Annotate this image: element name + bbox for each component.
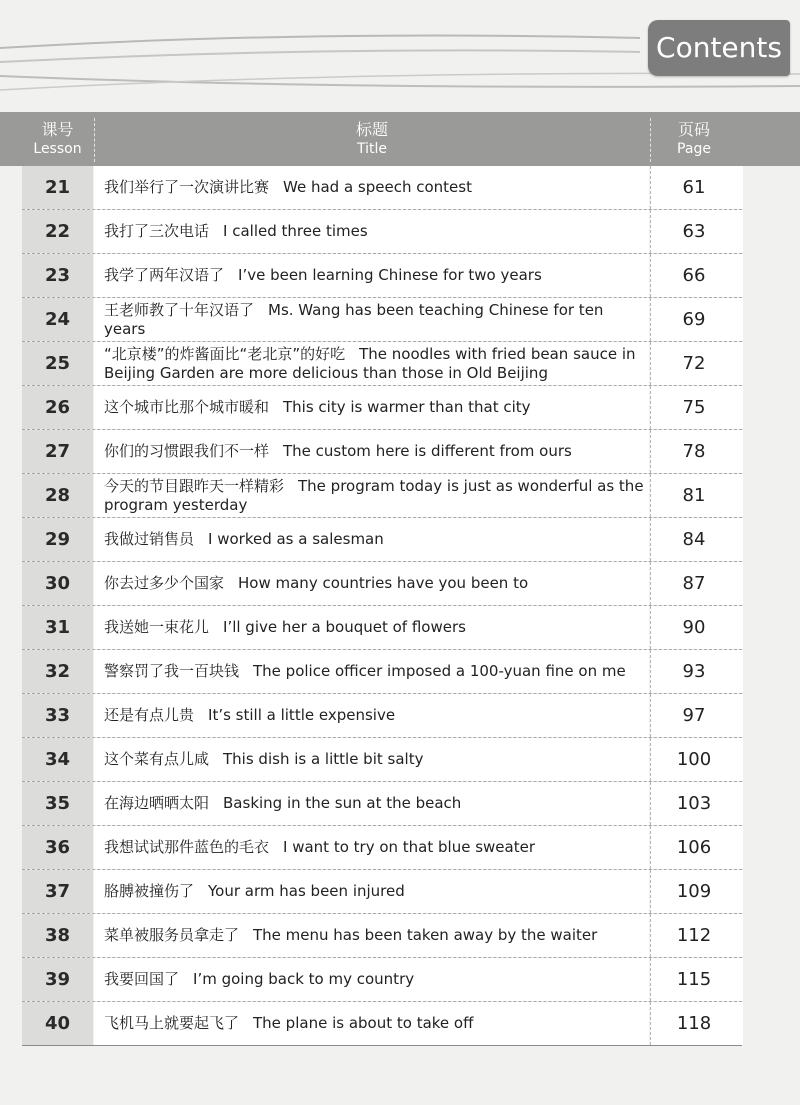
lesson-title [104, 254, 649, 297]
contents-tab: Contents [648, 20, 790, 76]
lesson-title [104, 782, 649, 825]
lesson-title-en: The police officer imposed a 100-yuan fine on me [253, 662, 626, 680]
lesson-title-zh: 我做过销售员 [104, 530, 195, 548]
page-number: 103 [676, 793, 712, 814]
lesson-title-en: How many countries have you been to [238, 574, 529, 592]
page-number: 63 [682, 221, 706, 242]
table-row [22, 914, 742, 958]
lesson-number: 32 [44, 661, 71, 682]
lesson-title-en: I worked as a salesman [208, 530, 384, 548]
lesson-title-en: The noodles with fried bean sauce in Beijing Garden are more delicious than those in Old Beijing [104, 344, 636, 382]
page-number: 109 [676, 881, 712, 902]
table-row [22, 826, 742, 870]
table-row [22, 650, 742, 694]
page-number: 81 [682, 485, 706, 506]
table-row [22, 694, 742, 738]
lesson-number: 40 [44, 1013, 71, 1034]
lesson-title-en: Your arm has been injured [208, 882, 405, 900]
page-header-zh: 页码 [677, 120, 710, 139]
lesson-number: 38 [44, 925, 71, 946]
lesson-title-en: I want to try on that blue sweater [283, 838, 535, 856]
contents-table [22, 166, 742, 1046]
lesson-title-zh: 还是有点儿贵 [104, 706, 195, 724]
page-number: 75 [682, 397, 706, 418]
table-row [22, 166, 742, 210]
page-number: 61 [682, 177, 706, 198]
lesson-number: 21 [44, 177, 71, 198]
title-header-en: Title [356, 141, 387, 157]
table-row [22, 342, 742, 386]
lesson-title [104, 518, 649, 561]
lesson-number: 28 [44, 485, 71, 506]
lesson-title-en: I’m going back to my country [193, 970, 415, 988]
page-number: 112 [676, 925, 712, 946]
page-header-en: Page [677, 141, 711, 157]
page-number: 66 [682, 265, 706, 286]
lesson-header-en: Lesson [33, 141, 82, 157]
lesson-title [104, 342, 649, 385]
lesson-title-zh: 我想试试那件蓝色的毛衣 [104, 838, 270, 856]
lesson-title [104, 386, 649, 429]
lesson-number: 30 [44, 573, 71, 594]
lesson-number: 37 [44, 881, 71, 902]
page-number: 69 [682, 309, 706, 330]
lesson-number: 39 [44, 969, 71, 990]
lesson-title-en: I’ve been learning Chinese for two years [238, 266, 542, 284]
lesson-number: 29 [44, 529, 71, 550]
page-number: 97 [682, 705, 706, 726]
lesson-number: 27 [44, 441, 71, 462]
page-number: 93 [682, 661, 706, 682]
table-row [22, 298, 742, 342]
table-row [22, 474, 742, 518]
page-number: 87 [682, 573, 706, 594]
lesson-title-zh: 这个城市比那个城市暖和 [104, 398, 270, 416]
table-row [22, 606, 742, 650]
lesson-title-en: This city is warmer than that city [283, 398, 531, 416]
lesson-title-zh: 我学了两年汉语了 [104, 266, 225, 284]
page-number: 106 [676, 837, 712, 858]
lesson-header-zh: 课号 [41, 120, 74, 139]
lesson-number: 31 [44, 617, 71, 638]
lesson-title [104, 958, 649, 1001]
table-row [22, 870, 742, 914]
table-row [22, 518, 742, 562]
lesson-title [104, 826, 649, 869]
lesson-title-zh: 飞机马上就要起飞了 [104, 1014, 240, 1032]
table-row [22, 782, 742, 826]
lesson-title-en: I called three times [223, 222, 368, 240]
lesson-title-zh: 你去过多少个国家 [104, 574, 225, 592]
table-row [22, 210, 742, 254]
lesson-title [104, 606, 649, 649]
lesson-title-zh: 菜单被服务员拿走了 [104, 926, 240, 944]
lesson-number: 22 [44, 221, 71, 242]
lesson-title [104, 914, 649, 957]
lesson-title [104, 870, 649, 913]
lesson-number: 25 [44, 353, 71, 374]
lesson-number: 26 [44, 397, 71, 418]
table-row [22, 958, 742, 1002]
lesson-title-en: Ms. Wang has been teaching Chinese for ten years [104, 300, 604, 338]
title-column-header [94, 112, 650, 166]
lesson-title-zh: 你们的习惯跟我们不一样 [104, 442, 270, 460]
lesson-title-zh: 我送她一束花儿 [104, 618, 210, 636]
page-number: 118 [676, 1013, 712, 1034]
lesson-title-en: Basking in the sun at the beach [223, 794, 462, 812]
lesson-title-zh: 警察罚了我一百块钱 [104, 662, 240, 680]
lesson-title [104, 650, 649, 693]
lesson-number: 36 [44, 837, 71, 858]
lesson-title-en: I’ll give her a bouquet of flowers [223, 618, 466, 636]
lesson-title [104, 166, 649, 209]
lesson-title [104, 562, 649, 605]
page-number: 72 [682, 353, 706, 374]
lesson-title-en: This dish is a little bit salty [223, 750, 424, 768]
lesson-title-zh: 我打了三次电话 [104, 222, 210, 240]
lesson-title-zh: 胳膊被撞伤了 [104, 882, 195, 900]
table-row [22, 562, 742, 606]
lesson-title [104, 1002, 649, 1045]
lesson-title-zh: 今天的节目跟昨天一样精彩 [104, 476, 285, 495]
lesson-title-zh: 这个菜有点儿咸 [104, 750, 210, 768]
lesson-title-en: The menu has been taken away by the waiter [253, 926, 598, 944]
page-number: 90 [682, 617, 706, 638]
table-header [0, 112, 800, 166]
table-row [22, 738, 742, 782]
lesson-number: 23 [44, 265, 71, 286]
lesson-title-en: The program today is just as wonderful as the program yesterday [104, 476, 644, 514]
title-header-zh: 标题 [355, 120, 388, 139]
page-number: 100 [676, 749, 712, 770]
table-row [22, 254, 742, 298]
lesson-title-en: The plane is about to take off [253, 1014, 474, 1032]
lesson-title [104, 694, 649, 737]
lesson-title [104, 430, 649, 473]
lesson-number: 33 [44, 705, 71, 726]
lesson-title-en: The custom here is different from ours [283, 442, 572, 460]
lesson-title-zh: 我们举行了一次演讲比赛 [104, 178, 270, 196]
lesson-title [104, 210, 649, 253]
page-number: 115 [676, 969, 712, 990]
lesson-title [104, 738, 649, 781]
lesson-column-header [22, 112, 93, 166]
table-row [22, 430, 742, 474]
lesson-title-zh: 在海边晒晒太阳 [104, 794, 210, 812]
table-row [22, 386, 742, 430]
lesson-title [104, 298, 649, 341]
page-number: 78 [682, 441, 706, 462]
page-column-header [650, 112, 738, 166]
lesson-number: 24 [44, 309, 71, 330]
lesson-number: 34 [44, 749, 71, 770]
lesson-title-en: It’s still a little expensive [208, 706, 396, 724]
table-row [22, 1002, 742, 1046]
lesson-number: 35 [44, 793, 71, 814]
lesson-title [104, 474, 649, 517]
lesson-title-en: We had a speech contest [283, 178, 472, 196]
page-number: 84 [682, 529, 706, 550]
lesson-title-zh: 王老师教了十年汉语了 [104, 300, 255, 319]
lesson-title-zh: “北京楼”的炸酱面比“老北京”的好吃 [104, 344, 346, 363]
lesson-title-zh: 我要回国了 [104, 970, 180, 988]
